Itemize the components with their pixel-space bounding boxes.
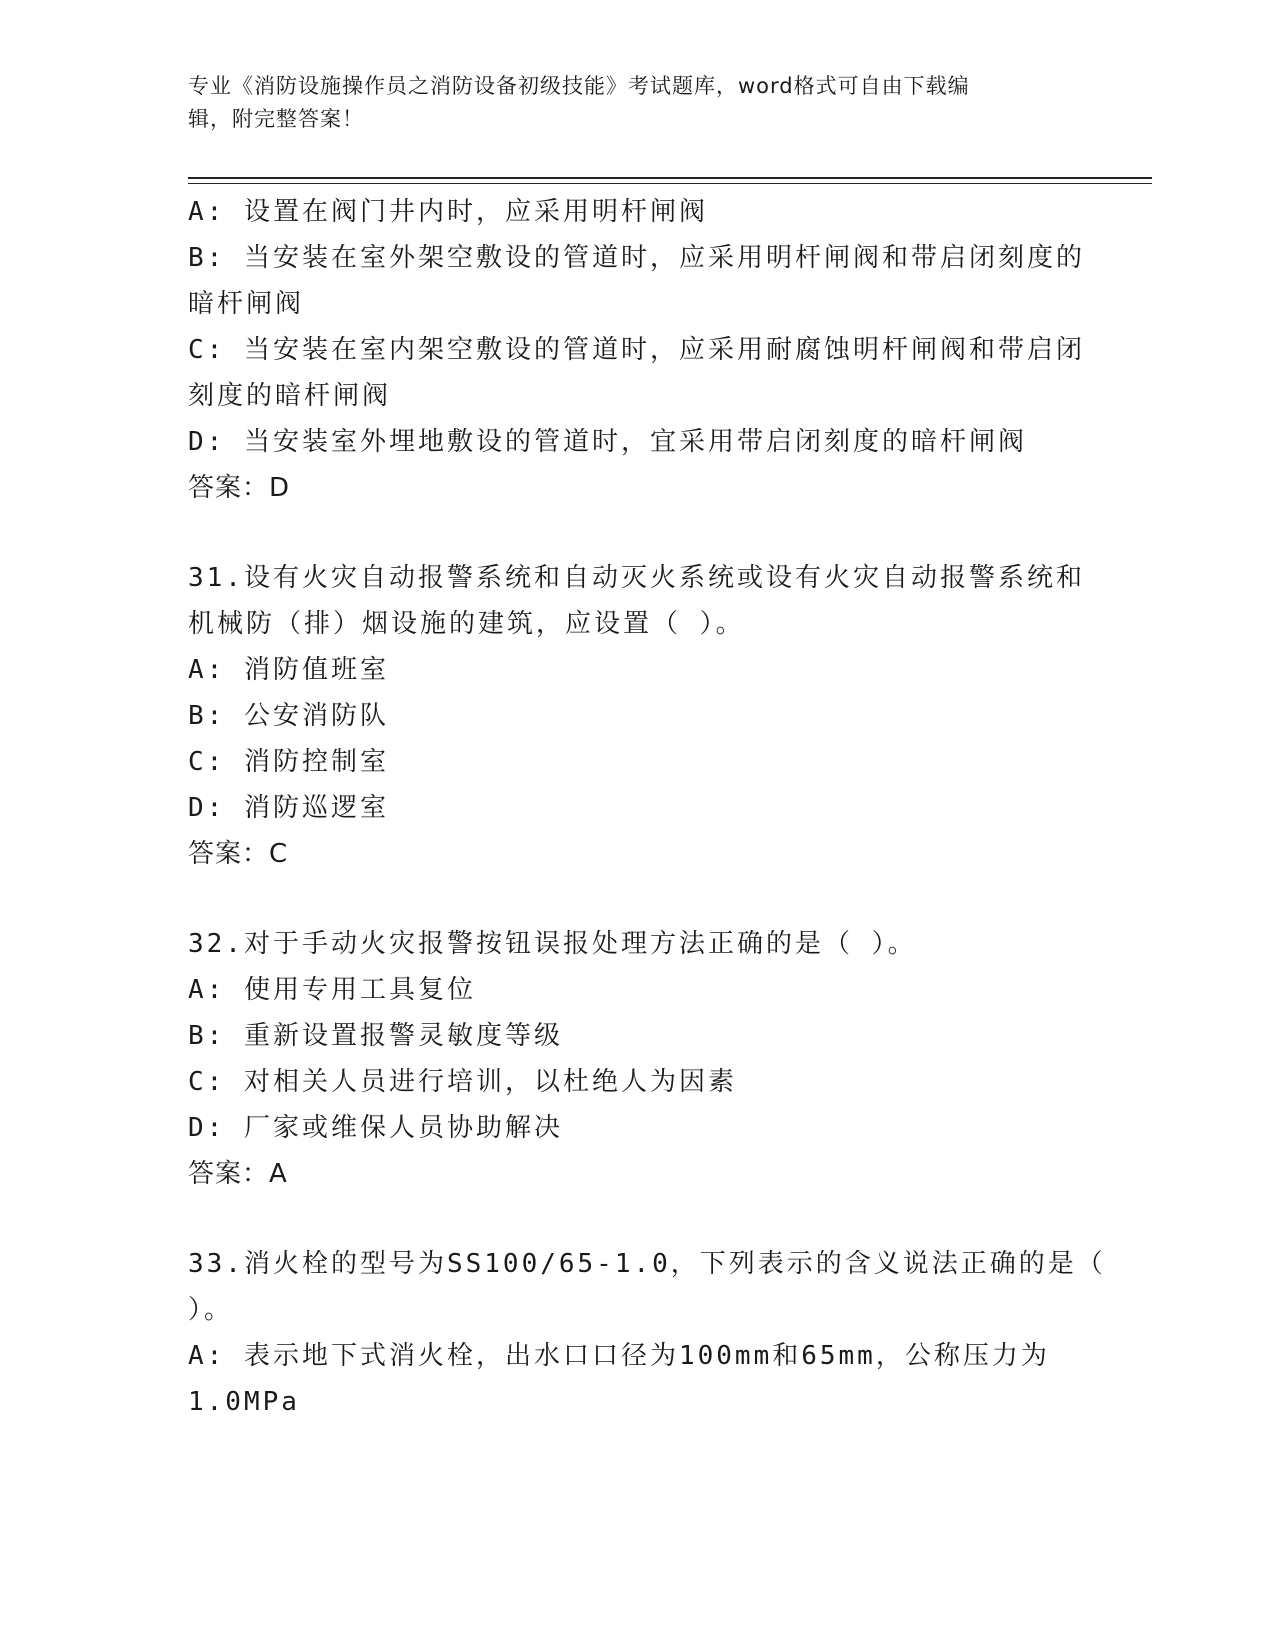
question-list [188, 189, 1106, 1425]
spacer [188, 511, 1088, 555]
spacer [188, 877, 1088, 921]
option-b: B: 公安消防队 [188, 701, 389, 731]
header-divider-thin [188, 183, 1152, 184]
option-b: B: 重新设置报警灵敏度等级 [188, 1021, 563, 1051]
question-30-tail [188, 189, 1088, 511]
header-line-1: 专业《消防设施操作员之消防设备初级技能》考试题库，word格式可自由下载编 [188, 74, 970, 98]
option-a: A: 表示地下式消火栓，出水口口径为100mm和65mm，公称压力为 [188, 1341, 1050, 1371]
option-c: C: 消防控制室 [188, 747, 389, 777]
option-a: A: 设置在阀门井内时，应采用明杆闸阀 [188, 197, 708, 227]
question-32 [188, 921, 1088, 1197]
answer: 答案：C [188, 839, 289, 869]
option-b-continued: 暗杆闸阀 [188, 289, 305, 319]
option-c: C: 对相关人员进行培训，以杜绝人为因素 [188, 1067, 737, 1097]
option-d: D: 当安装室外埋地敷设的管道时，宜采用带启闭刻度的暗杆闸阀 [188, 427, 1027, 457]
question-31 [188, 555, 1088, 877]
option-a: A: 使用专用工具复位 [188, 975, 476, 1005]
option-b: B: 当安装在室外架空敷设的管道时，应采用明杆闸阀和带启闭刻度的 [188, 243, 1085, 273]
question-stem: 31.设有火灾自动报警系统和自动灭火系统或设有火灾自动报警系统和 [188, 563, 1085, 593]
question-stem: 33.消火栓的型号为SS100/65-1.0，下列表示的含义说法正确的是（ [188, 1249, 1106, 1279]
option-c-continued: 刻度的暗杆闸阀 [188, 381, 392, 411]
option-d: D: 消防巡逻室 [188, 793, 389, 823]
question-33 [188, 1241, 1106, 1425]
question-stem: 32.对于手动火灾报警按钮误报处理方法正确的是（ ）。 [188, 929, 917, 959]
header-divider [188, 177, 1152, 179]
option-a-continued: 1.0MPa [188, 1387, 300, 1417]
option-d: D: 厂家或维保人员协助解决 [188, 1113, 563, 1143]
option-a: A: 消防值班室 [188, 655, 389, 685]
answer: 答案：D [188, 473, 291, 503]
spacer [188, 1197, 1088, 1241]
answer: 答案：A [188, 1159, 288, 1189]
header-line-2: 辑，附完整答案！ [188, 107, 364, 131]
document-header [188, 70, 1068, 136]
option-c: C: 当安装在室内架空敷设的管道时，应采用耐腐蚀明杆闸阀和带启闭 [188, 335, 1085, 365]
question-stem-continued: ）。 [188, 1295, 234, 1325]
question-stem-continued: 机械防（排）烟设施的建筑，应设置（ ）。 [188, 609, 745, 639]
